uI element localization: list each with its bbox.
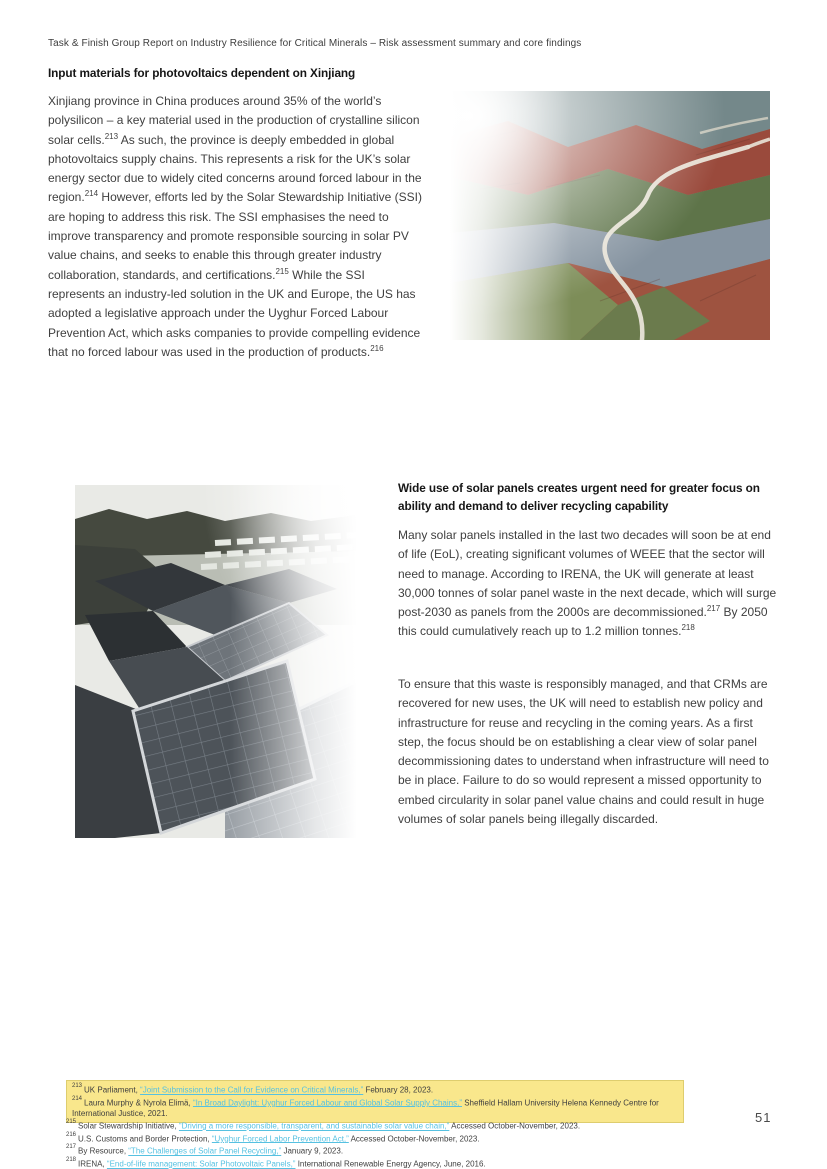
footnote-ref: 215 [275,266,289,276]
paragraph-recycling-1 [398,526,782,642]
section-heading-xinjiang: Input materials for photovoltaics dependent on Xinjiang [48,66,356,80]
footnotes-list [66,1119,726,1169]
footnote-213 [72,1083,678,1096]
footnote-ref: 217 [706,604,721,614]
footnote-text [78,1122,580,1131]
text-run: U.S. Customs and Border Protection, [78,1134,212,1144]
footnote-number: 218 [66,1156,77,1163]
footnote-number: 216 [66,1131,77,1138]
text-run: Solar Stewardship Initiative, [78,1121,179,1131]
highlighted-footnotes-box [66,1080,684,1123]
footnote-link[interactable]: “End-of-life management: Solar Photovoltaic Panels,” [106,1159,296,1169]
text-run: By 2050 this could cumulatively reach up to 1.2 million tonnes. [398,605,768,639]
footnote-number: 217 [66,1144,77,1151]
footnote-ref: 216 [370,343,384,353]
text-run: UK Parliament, [84,1085,141,1095]
section-heading-recycling: Wide use of solar panels creates urgent need for greater focus on ability and demand to deliver recycling capability [398,481,760,513]
text-run: Accessed October-November, 2023. [449,1121,581,1131]
xinjiang-mountains-photo [450,91,770,340]
running-header: Task & Finish Group Report on Industry Resilience for Critical Minerals – Risk assessment summary and core findings [48,38,582,49]
footnote-ref: 218 [681,623,695,633]
text-run: However, efforts led by the Solar Stewardship Initiative (SSI) are hoping to address this risk. The SSI emphasises the need to improve transparency and promote responsible sourcing in solar PV value chains, and seeks to enable this through greater industry collaboration, standards, and certifications. [48,190,422,282]
footnote-link[interactable]: “Joint Submission to the Call for Evidence on Critical Minerals,” [140,1085,364,1095]
footnote-link[interactable]: “In Broad Daylight: Uyghur Forced Labour and Global Solar Supply Chains,” [192,1098,462,1108]
text-run: February 28, 2023. [363,1085,434,1095]
footnote-link[interactable]: “Uyghur Forced Labor Prevention Act,” [211,1134,349,1144]
footnote-text [72,1095,659,1119]
footnote-text [78,1160,486,1169]
footnote-text [78,1134,480,1143]
xinjiang-mountains-graphic [450,91,770,340]
footnote-ref: 213 [104,131,119,141]
text-run: Accessed October-November, 2023. [348,1134,480,1144]
text-run: Sheffield Hallam University Helena Kennedy Centre for International Justice, 2021. [72,1098,659,1119]
footnote-text [78,1147,343,1156]
footnote-number: 215 [66,1119,77,1125]
text-run: Laura Murphy & Nyrola Elimä, [84,1098,193,1108]
footnote-215 [66,1119,726,1132]
text-run: As such, the province is deeply embedded in global photovoltaics supply chains. This represents a risk for the UK’s solar energy sector due to widely cited concerns around forced labour in the region. [48,132,422,205]
footnote-216 [66,1132,726,1145]
solar-panel-waste-graphic [75,485,357,838]
text-run: Xinjiang province in China produces around 35% of the world’s polysilicon – a key material used in the production of crystalline silicon solar cells. [48,94,420,147]
footnote-text [84,1086,433,1095]
footnote-217 [66,1144,726,1157]
text-run: January 9, 2023. [281,1146,344,1156]
text-run: To ensure that this waste is responsibly managed, and that CRMs are recovered for new uses, the UK will need to establish new policy and infrastructure for reuse and recycling in the coming years. As a first step, the focus should be on establishing a clear view of solar panel decommissioning dates to understand when infrastructure will need to be in place. Failure to do so would represent a missed opportunity to embed circularity in solar panel value chains and could result in huge volumes of solar panels being illegally discarded. [398,677,769,827]
footnote-link[interactable]: “Driving a more responsible, transparent, and sustainable solar value chain,” [178,1121,450,1131]
paragraph-xinjiang [48,92,424,362]
footnote-214 [72,1096,678,1120]
solar-panel-waste-photo [75,485,357,838]
page-number: 51 [755,1110,772,1125]
footnote-link[interactable]: “The Challenges of Solar Panel Recycling,” [128,1146,282,1156]
text-run: Many solar panels installed in the last two decades will soon be at end of life (EoL), creating significant volumes of WEEE that the sector will need to manage. According to IRENA, the UK will generate at least 30,000 tonnes of solar panel waste in the next decade, which will surge post-2030 as panels from the 2000s are decommissioned. [398,528,777,620]
footnote-number: 214 [72,1095,83,1102]
text-run: International Renewable Energy Agency, June, 2016. [295,1159,486,1169]
text-run: While the SSI represents an industry-led solution in the UK and Europe, the US has adopted a legislative approach under the Uyghur Forced Labour Prevention Act, which asks companies to provide compelling evidence that no forced labour was used in the production of products. [48,267,421,359]
paragraph-recycling-2 [398,675,782,829]
text-run: IRENA, [78,1159,107,1169]
footnote-218 [66,1157,726,1169]
footnote-number: 213 [72,1083,83,1089]
footnote-ref: 214 [84,189,99,199]
text-run: By Resource, [78,1146,129,1156]
